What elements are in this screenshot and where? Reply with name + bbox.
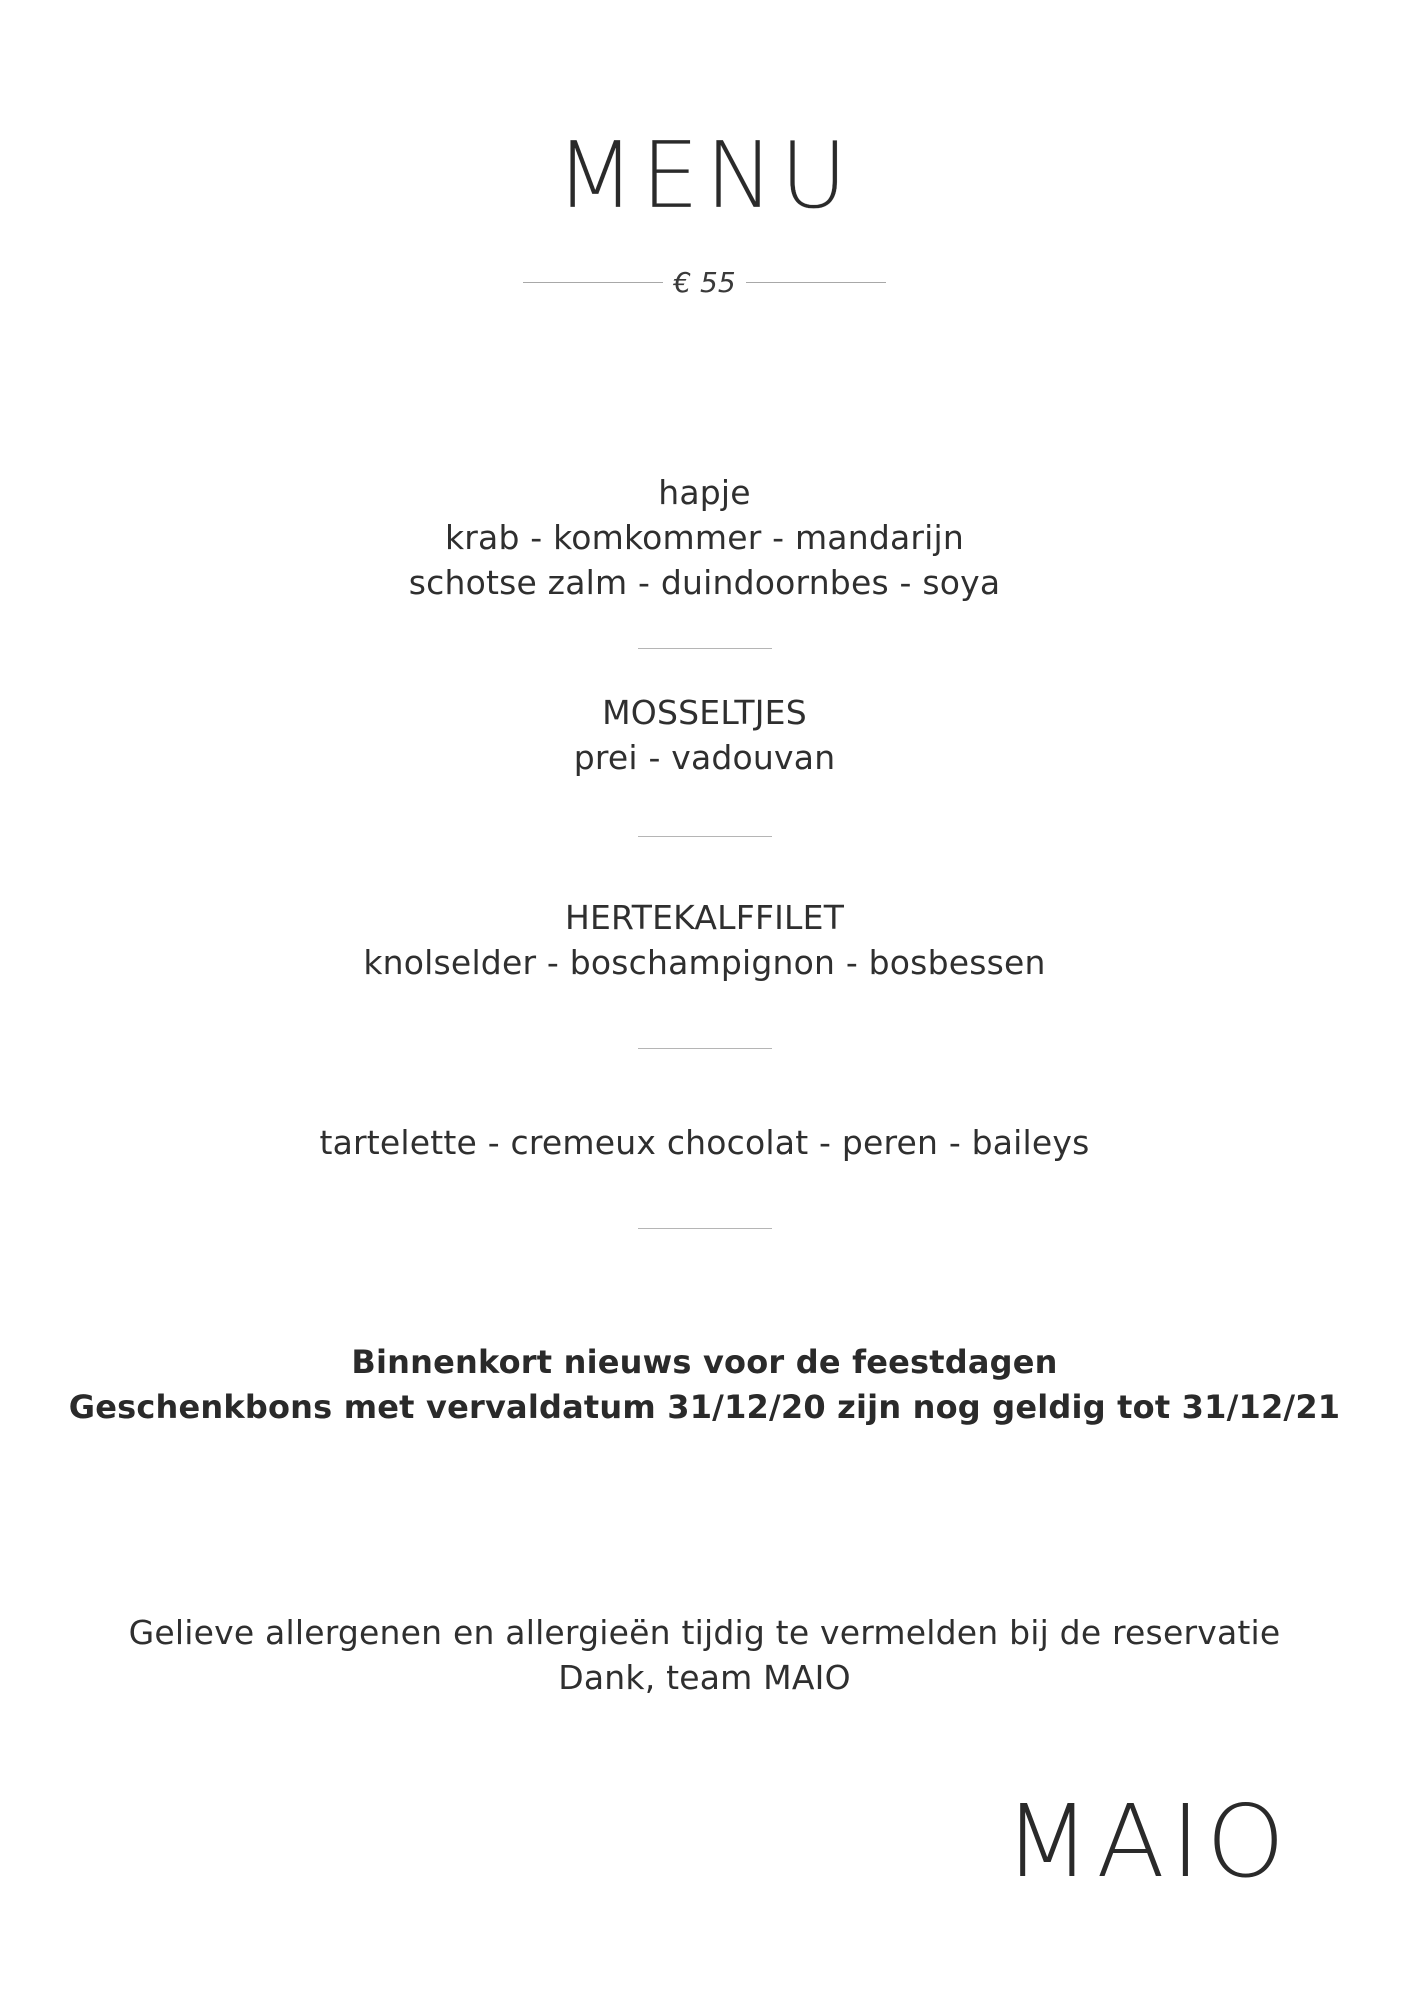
course-description: tartelette - cremeux chocolat - peren - baileys: [319, 1123, 1090, 1162]
brand-logo: MAIO: [1004, 1783, 1291, 1900]
notice: [0, 1340, 1409, 1430]
menu-title: MENU: [555, 122, 854, 229]
price-row: [0, 266, 1409, 299]
price-divider-right: [746, 282, 886, 283]
course-mosseltjes: [0, 690, 1409, 780]
course-divider: [638, 648, 772, 649]
signature-line: Dank, team MAIO: [558, 1658, 851, 1697]
price-divider-left: [523, 282, 663, 283]
course-description: schotse zalm - duindoornbes - soya: [408, 563, 1001, 602]
course-hertekalffilet: [0, 895, 1409, 985]
notice-line: Binnenkort nieuws voor de feestdagen: [351, 1343, 1058, 1381]
course-description: knolselder - boschampignon - bosbessen: [363, 943, 1046, 982]
course-title: hapje: [658, 473, 751, 512]
course-divider: [638, 1048, 772, 1049]
menu-price: € 55: [673, 266, 736, 299]
course-title: MOSSELTJES: [602, 693, 807, 732]
course-description: prei - vadouvan: [573, 738, 836, 777]
allergy-note-line: Gelieve allergenen en allergieën tijdig te vermelden bij de reservatie: [128, 1613, 1281, 1652]
course-divider: [638, 836, 772, 837]
course-title: HERTEKALFFILET: [564, 898, 845, 937]
notice-line: Geschenkbons met vervaldatum 31/12/20 zijn nog geldig tot 31/12/21: [68, 1388, 1341, 1426]
allergy-note: [0, 1610, 1409, 1700]
course-dessert: [0, 1120, 1409, 1165]
course-hapje: [0, 470, 1409, 605]
course-divider: [638, 1228, 772, 1229]
course-description: krab - komkommer - mandarijn: [444, 518, 965, 557]
